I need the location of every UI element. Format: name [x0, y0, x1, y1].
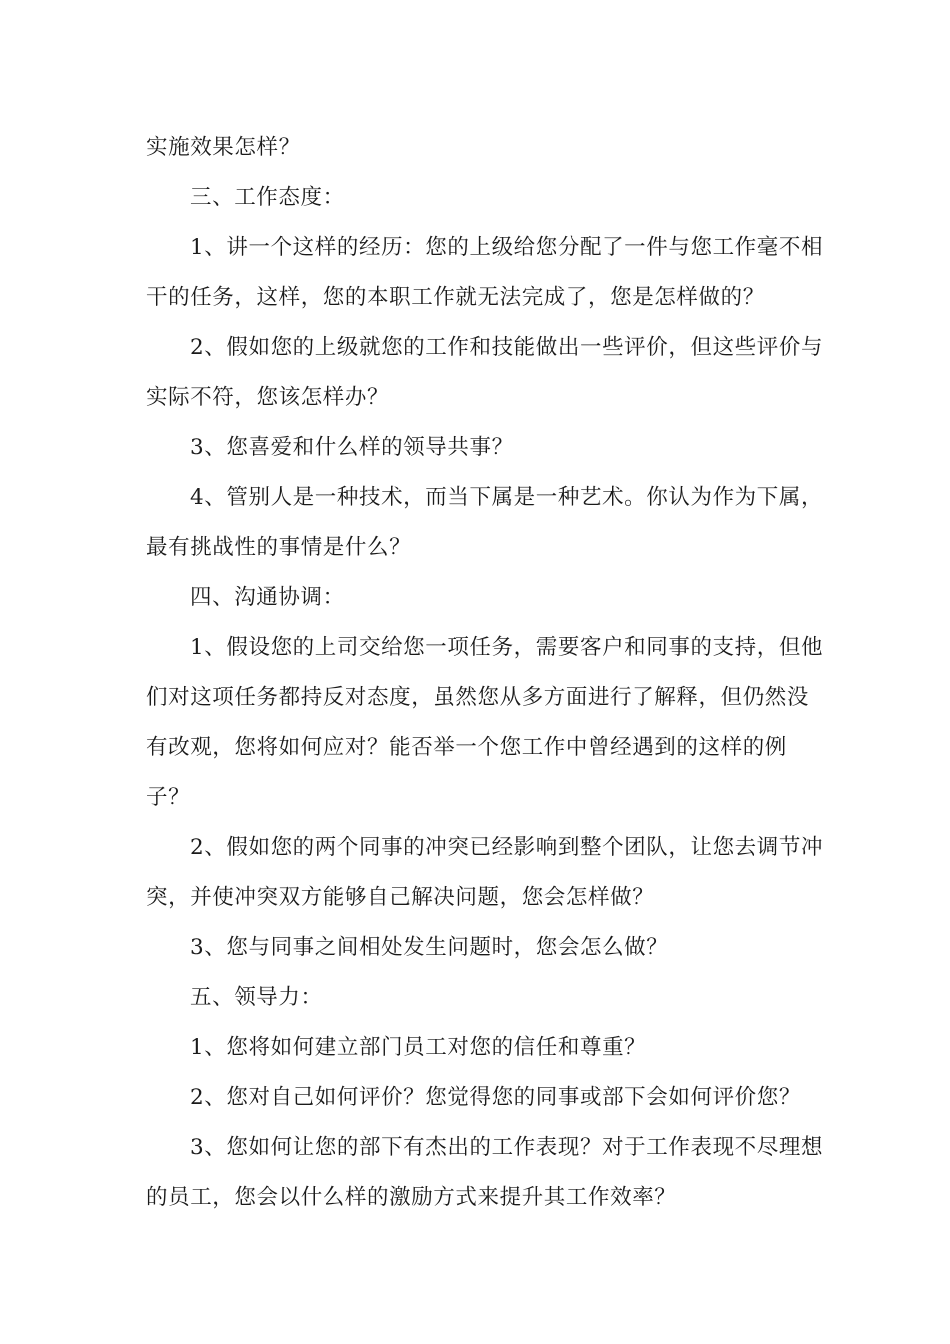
document-body	[146, 123, 826, 1223]
question-paragraph: 2、您对自己如何评价？您觉得您的同事或部下会如何评价您？	[190, 1085, 801, 1110]
section-heading-leadership: 五、领导力：	[190, 985, 323, 1010]
question-paragraph: 4、管别人是一种技术，而当下属是一种艺术。你认为作为下属，最有挑战性的事情是什么？	[146, 485, 824, 560]
question-paragraph: 1、您将如何建立部门员工对您的信任和尊重？	[190, 1035, 647, 1060]
question-paragraph: 3、您如何让您的部下有杰出的工作表现？对于工作表现不尽理想的员工，您会以什么样的激励方式来提升其工作效率？	[146, 1135, 824, 1210]
section-heading-communication: 四、沟通协调：	[190, 585, 345, 610]
section-heading-work-attitude: 三、工作态度：	[190, 185, 345, 210]
question-paragraph: 1、讲一个这样的经历：您的上级给您分配了一件与您工作毫不相干的任务，这样，您的本职工作就无法完成了，您是怎样做的？	[146, 235, 824, 310]
paragraph-continuation: 实施效果怎样？	[146, 135, 301, 160]
question-paragraph: 2、假如您的两个同事的冲突已经影响到整个团队，让您去调节冲突，并使冲突双方能够自己解决问题，您会怎样做？	[146, 835, 824, 910]
question-paragraph: 3、您喜爱和什么样的领导共事？	[190, 435, 514, 460]
question-paragraph: 1、假设您的上司交给您一项任务，需要客户和同事的支持，但他们对这项任务都持反对态度，虽然您从多方面进行了解释，但仍然没有改观，您将如何应对？能否举一个您工作中曾经遇到的这样的例子？	[146, 635, 824, 810]
question-paragraph: 3、您与同事之间相处发生问题时，您会怎么做？	[190, 935, 669, 960]
question-paragraph: 2、假如您的上级就您的工作和技能做出一些评价，但这些评价与实际不符，您该怎样办？	[146, 335, 824, 410]
